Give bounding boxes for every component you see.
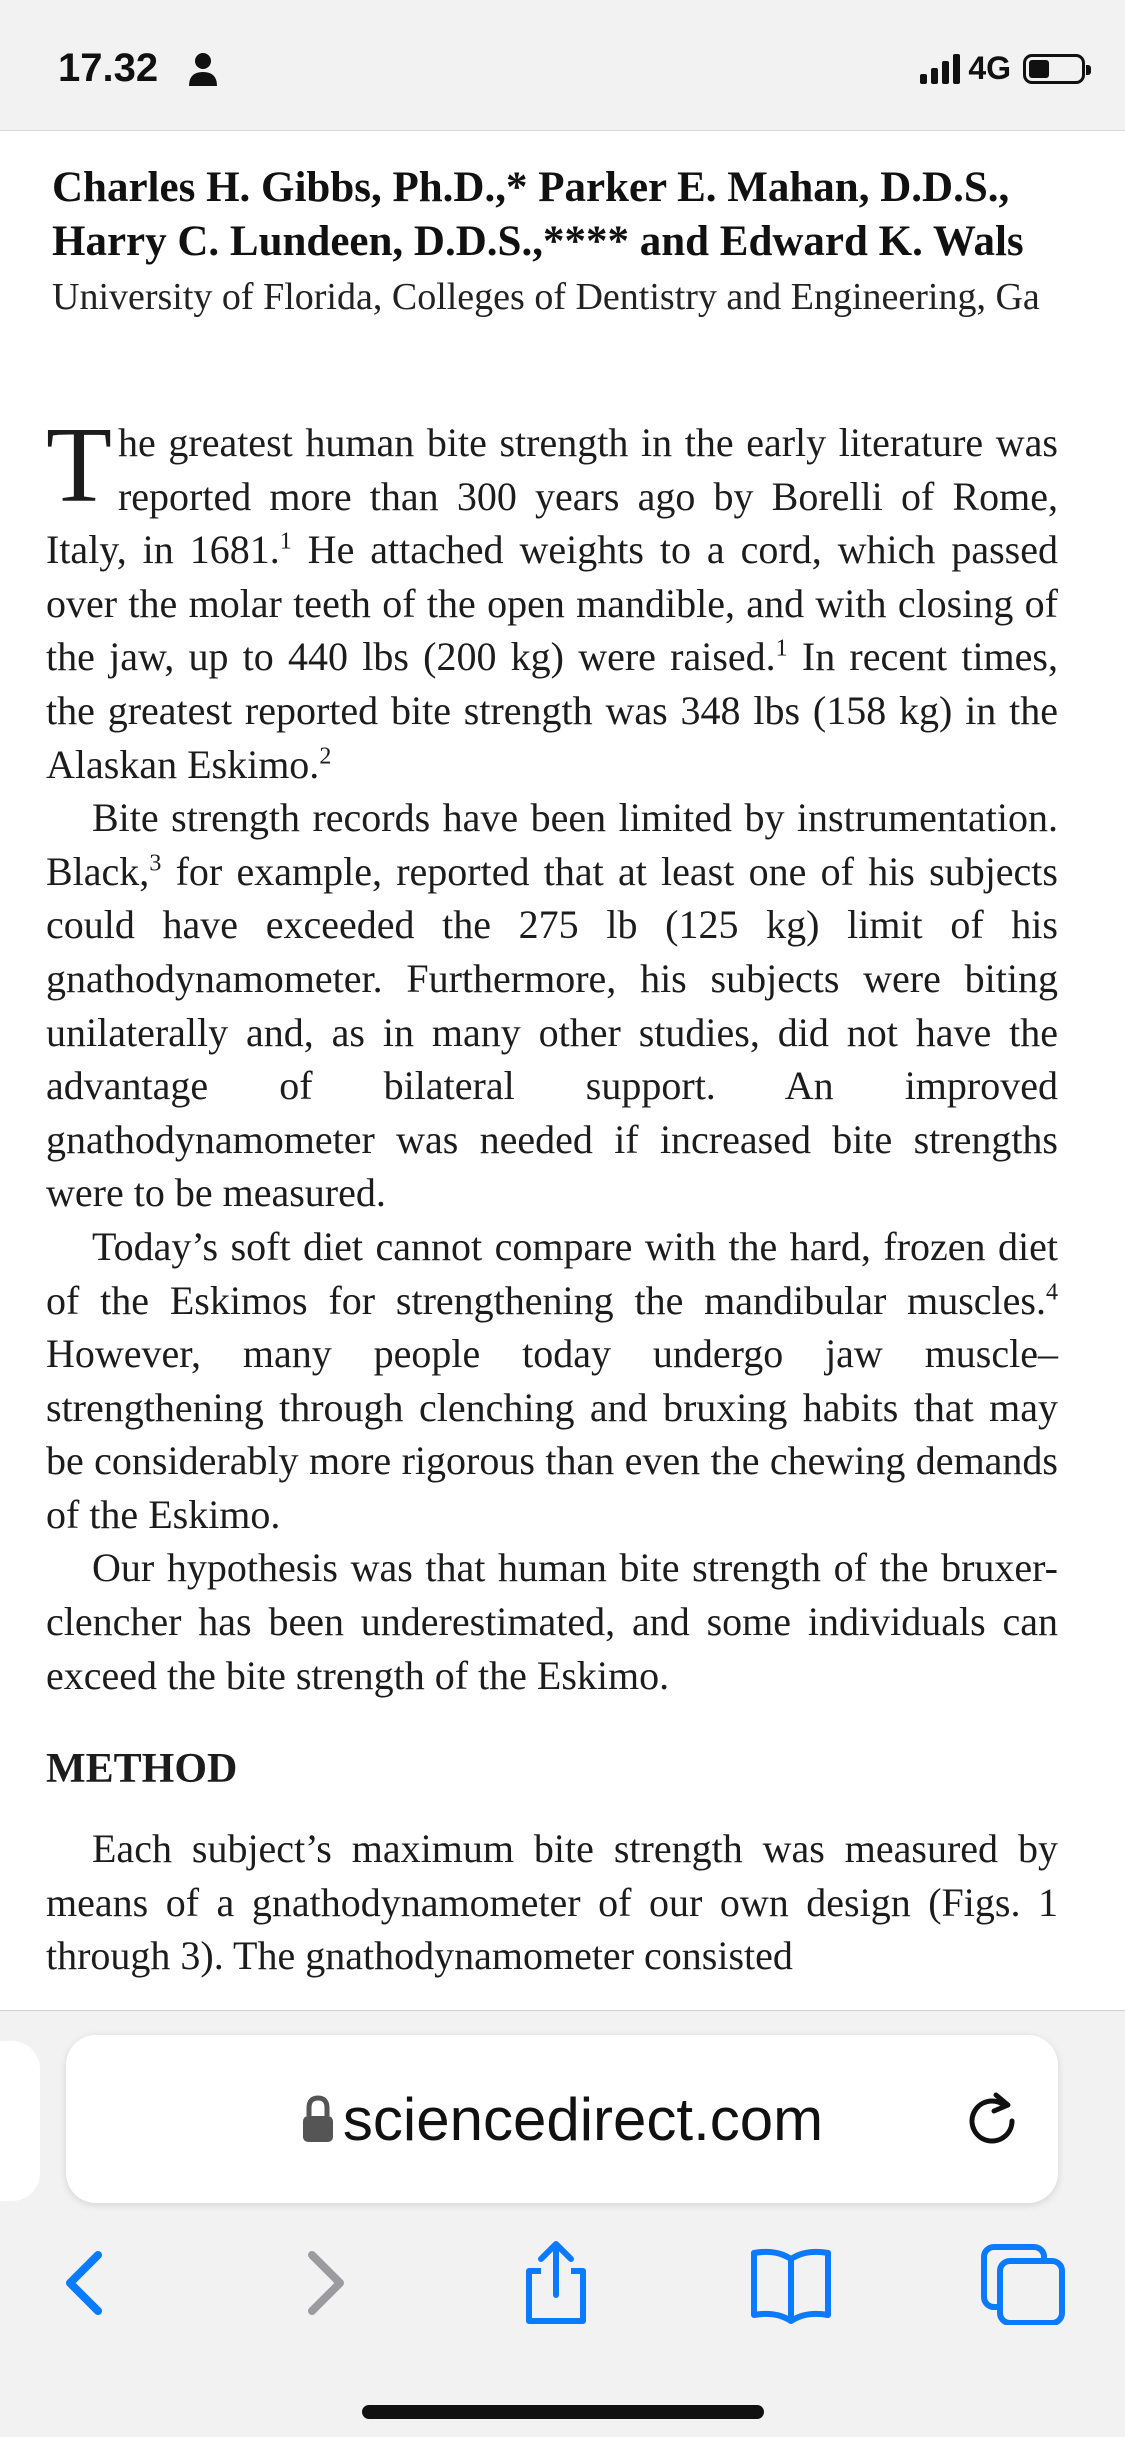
browser-chrome (0, 2010, 1125, 2437)
paragraph (46, 1220, 1058, 1542)
text-run: Bite strength records have been limited by instrumentation. Black, (46, 795, 1058, 894)
network-type: 4G (968, 50, 1011, 86)
url-text: sciencedirect.com (342, 2086, 824, 2153)
author-byline (52, 161, 1024, 269)
author-line: Charles H. Gibbs, Ph.D.,* Parker E. Mahan, D.D.S., (52, 164, 1010, 211)
text-run: In recent times, the greatest reported bite strength was 348 lbs (158 kg) in the Alaskan Eskimo. (46, 634, 1058, 787)
reload-icon[interactable] (960, 2087, 1024, 2151)
tabs-icon[interactable] (978, 2241, 1068, 2325)
article-body (46, 406, 1058, 1983)
bookmarks-icon[interactable] (746, 2241, 836, 2325)
section-heading: METHOD (46, 1746, 238, 1793)
adjacent-tab-preview[interactable] (0, 2041, 40, 2201)
url-display[interactable] (66, 2085, 1058, 2154)
author-line: Harry C. Lundeen, D.D.S.,**** and Edward K. Wals (52, 218, 1024, 265)
citation-ref: 4 (1046, 1279, 1058, 1306)
paragraph (46, 1541, 1058, 1702)
status-bar (0, 0, 1125, 131)
citation-ref: 1 (279, 528, 292, 555)
text-run: Our hypothesis was that human bite strength of the bruxer-clencher has been underestimated, and some individuals can exceed the bite strength of the Eskimo. (46, 1545, 1058, 1698)
paragraph: Each subject’s maximum bite strength was measured by means of a gnathodynamometer of our own design (Figs. 1 through 3). The gnathodynamometer consisted (46, 1826, 1058, 1979)
article-view[interactable] (0, 131, 1125, 2011)
citation-ref: 3 (149, 850, 162, 877)
text-run: Today’s soft diet cannot compare with the hard, frozen diet of the Eskimos for strengthening the mandibular muscles. (46, 1223, 1058, 1323)
text-run: for example, reported that at least one of his subjects could have exceeded the 275 lb (125 kg) limit of his gnathodynamometer. Furthermore, his subjects were biting unilaterally and, as in many other studies, did not have the advantage of bilateral support. An improved gnathodynamometer was needed if increased bite strengths were to be measured. (46, 848, 1058, 1216)
text-run: he greatest human bite strength in the early literature was reported more than 300 years ago by Borelli of Rome, Italy, in 1681. (46, 420, 1058, 573)
person-icon (186, 52, 220, 88)
back-icon[interactable] (40, 2241, 130, 2325)
paragraph (46, 406, 1058, 791)
citation-ref: 1 (775, 636, 788, 663)
browser-toolbar (0, 2221, 1125, 2331)
forward-icon[interactable] (280, 2241, 370, 2325)
citation-ref: 2 (319, 743, 332, 770)
text-run: However, many people today undergo jaw muscle–strengthening through clenching and bruxing habits that may be considerably more rigorous than even the chewing demands of the Eskimo. (46, 1331, 1058, 1537)
text-run: He attached weights to a cord, which passed over the molar teeth of the open mandible, and with closing of the jaw, up to 440 lbs (200 kg) were raised. (46, 527, 1058, 680)
share-icon[interactable] (511, 2241, 601, 2325)
lock-icon (301, 2094, 335, 2144)
address-bar[interactable] (66, 2035, 1058, 2203)
status-indicators (920, 50, 1085, 87)
drop-cap: T (46, 406, 112, 525)
paragraph (46, 791, 1058, 1220)
battery-icon (1023, 54, 1085, 84)
cellular-signal-icon (920, 54, 960, 84)
status-time: 17.32 (58, 46, 159, 90)
home-indicator[interactable] (362, 2405, 764, 2419)
affiliation: University of Florida, Colleges of Dentistry and Engineering, Ga (52, 276, 1040, 318)
